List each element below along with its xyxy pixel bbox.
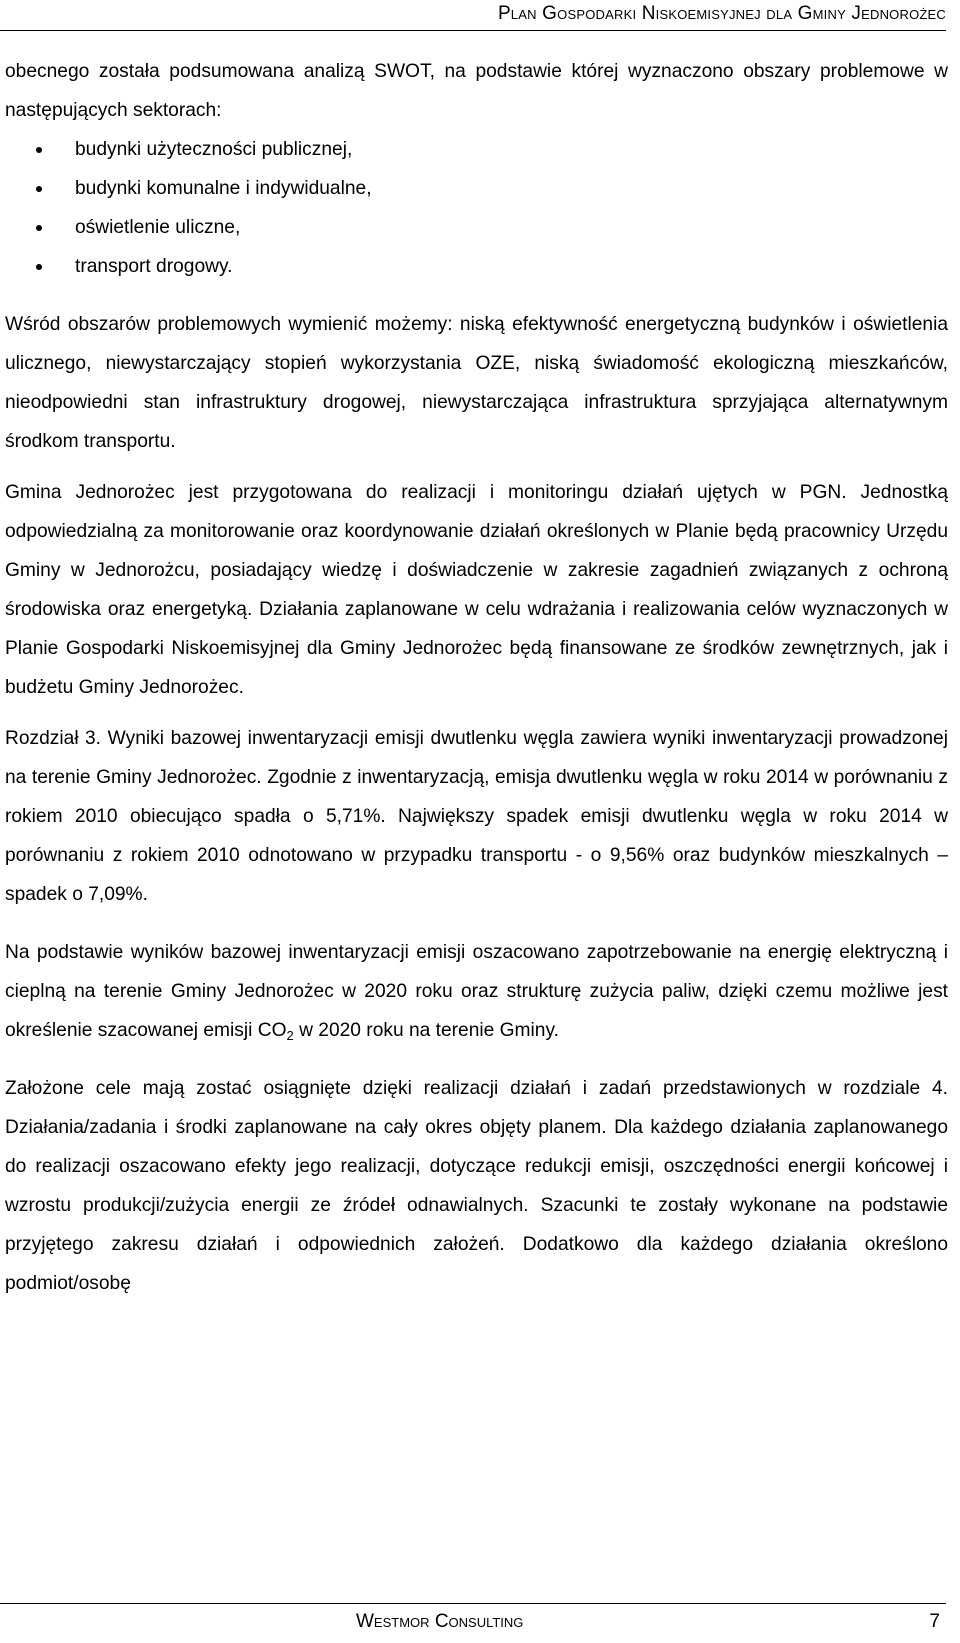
list-item-text: budynki użyteczności publicznej, (75, 139, 353, 160)
forecast-text-start: Na podstawie wyników bazowej inwentaryzacji emisji oszacowano zapotrzebowanie na energię elektryczną i cieplną na terenie Gminy Jednorożec w 2020 roku oraz strukturę zużycia paliw, dzięki czemu możliwe jest określenie szacowanej emisji CO (5, 942, 948, 1041)
intro-paragraph: obecnego została podsumowana analizą SWOT, na podstawie której wyznaczono obszary problemowe w następujących sektorach: (5, 61, 948, 121)
list-item (5, 208, 948, 247)
list-item (5, 247, 948, 286)
list-item (5, 130, 948, 169)
list-item-text: transport drogowy. (75, 256, 233, 277)
paragraph-forecast (5, 933, 948, 1050)
bullet-icon (36, 186, 42, 192)
list-item-text: oświetlenie uliczne, (75, 217, 241, 238)
paragraph-goals: Założone cele mają zostać osiągnięte dzięki realizacji działań i zadań przedstawionych w rozdziale 4. Działania/zadania i środki zaplanowane na cały okres objęty planem. Dla każdego działania zaplanowanego do realizacji oszacowano efekty jego realizacji, dotyczące redukcji emisji, oszczędności energii końcowej i wzrostu produkcji/zużycia energii ze źródeł odnawialnych. Szacunki te zostały wykonane na podstawie przyjętego zakresu działań i odpowiednich założeń. Dodatkowo dla każdego działania określono podmiot/osobę (5, 1078, 948, 1294)
paragraph-problem-areas: Wśród obszarów problemowych wymienić możemy: niską efektywność energetyczną budynków i oświetlenia ulicznego, niewystarczający stopień wykorzystania OZE, niską świadomość ekologiczną mieszkańców, nieodpowiedni stan infrastruktury drogowej, niewystarczająca infrastruktura sprzyjająca alternatywnym środkom transportu. (5, 314, 948, 452)
bullet-icon (36, 264, 42, 270)
bullet-icon (36, 147, 42, 153)
page-footer (0, 1603, 946, 1643)
document-body (5, 52, 948, 1303)
forecast-text-end: w 2020 roku na terenie Gminy. (293, 1020, 559, 1041)
co2-subscript: 2 (286, 1028, 294, 1043)
page-number: 7 (929, 1611, 940, 1632)
paragraph-inventory-text: 3. Wyniki bazowej inwentaryzacji emisji dwutlenku węgla zawiera wyniki inwentaryzacji prowadzonej na terenie Gminy Jednorożec. Zgodnie z inwentaryzacją, emisja dwutlenku węgla w roku 2014 w porównaniu z rokiem 2010 obiecująco spadła o 5,71%. Największy spadek emisji dwutlenku węgla w roku 2014 w porównaniu z rokiem 2010 odnotowano w przypadku transportu - o 9,56% oraz budynków mieszkalnych – spadek o 7,09%. (5, 728, 948, 905)
paragraph-monitoring: Gmina Jednorożec jest przygotowana do realizacji i monitoringu działań ujętych w PGN. Jednostką odpowiedzialną za monitorowanie oraz koordynowanie działań określonych w Planie będą pracownicy Urzędu Gminy w Jednorożcu, posiadający wiedzę i doświadczenie w zakresie zagadnień związanych z ochroną środowiska oraz energetyką. Działania zaplanowane w celu wdrażania i realizowania celów wyznaczonych w Planie Gospodarki Niskoemisyjnej dla Gminy Jednorożec będą finansowane ze środków zewnętrznych, jak i budżetu Gminy Jednorożec. (5, 482, 948, 698)
bullet-icon (36, 225, 42, 231)
chapter-reference-label: Rozdział (5, 728, 79, 749)
list-item (5, 169, 948, 208)
sector-list (5, 130, 948, 286)
page-header (0, 0, 946, 31)
header-title: Plan Gospodarki Niskoemisyjnej dla Gminy Jednorożec (497, 3, 946, 24)
paragraph-inventory-results (5, 719, 948, 914)
list-item-text: budynki komunalne i indywidualne, (75, 178, 372, 199)
footer-company: Westmor Consulting (356, 1611, 524, 1632)
